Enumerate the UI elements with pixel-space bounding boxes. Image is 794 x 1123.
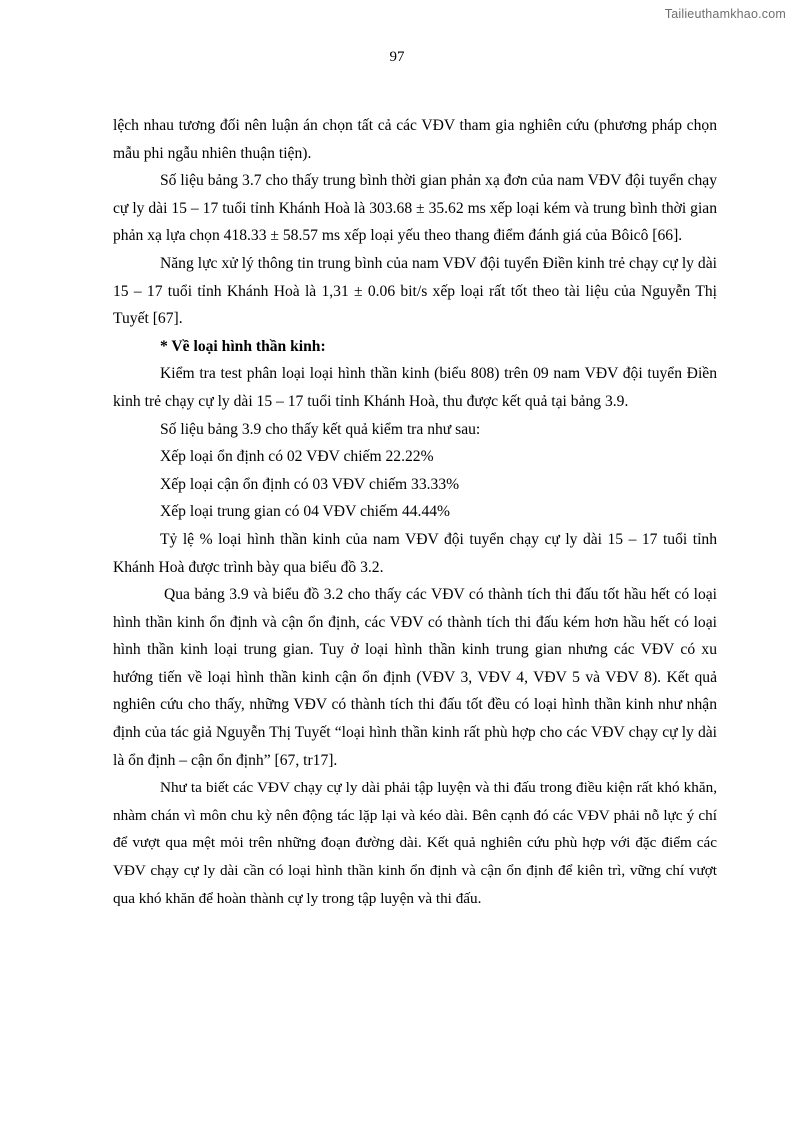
list-item: Xếp loại cận ổn định có 03 VĐV chiếm 33.33% [160, 475, 460, 493]
paragraph-chart-reference: Tỷ lệ % loại hình thần kinh của nam VĐV đội tuyển chạy cự ly dài 15 – 17 tuổi tỉnh Khánh Hoà được trình bày qua biểu đồ 3.2. [113, 530, 717, 576]
paragraph-conclusion: Như ta biết các VĐV chạy cự ly dài phải tập luyện và thi đấu trong điều kiện rất khó khăn, nhàm chán vì môn chu kỳ nên động tác lặp lại và kéo dài. Bên cạnh đó các VĐV phải nỗ lực ý chí để vượt qua mệt mỏi trên những đoạn đường dài. Kết quả nghiên cứu phù hợp với đặc điểm các VĐV chạy cự ly dài cần có loại hình thần kinh ổn định và cận ổn định để kiên trì, vững chí vượt qua khó khăn để hoàn thành cự ly trong tập luyện và thi đấu. [113, 779, 717, 907]
page-number: 97 [389, 49, 405, 65]
watermark: Tailieuthamkhao.com [664, 7, 786, 21]
paragraph-information-processing: Năng lực xử lý thông tin trung bình của nam VĐV đội tuyển Điền kinh trẻ chạy cự ly dài 15 – 17 tuổi tỉnh Khánh Hoà là 1,31 ± 0.06 bit/s xếp loại rất tốt theo tài liệu của Nguyễn Thị Tuyết [67]. [113, 254, 717, 328]
document-body [113, 112, 717, 912]
paragraph-analysis: Qua bảng 3.9 và biểu đồ 3.2 cho thấy các VĐV có thành tích thi đấu tốt hầu hết có loại hình thần kinh ổn định và cận ổn định, các VĐV có thành tích thi đấu kém hơn hầu hết có loại hình thần kinh loại trung gian. Tuy ở loại hình thần kinh trung gian nhưng các VĐV có xu hướng tiến về loại hình thần kinh cận ổn định (VĐV 3, VĐV 4, VĐV 5 và VĐV 8). Kết quả nghiên cứu cho thấy, những VĐV có thành tích thi đấu tốt đều có loại hình thần kinh như nhận định của tác giả Nguyễn Thị Tuyết “loại hình thần kinh rất phù hợp cho các VĐV chạy cự ly dài là ổn định – cận ổn định” [67, tr17]. [113, 586, 717, 769]
paragraph-results-intro: Số liệu bảng 3.9 cho thấy kết quả kiểm tra như sau: [160, 420, 481, 438]
paragraph-reaction-time: Số liệu bảng 3.7 cho thấy trung bình thời gian phản xạ đơn của nam VĐV đội tuyển chạy cự ly dài 15 – 17 tuổi tỉnh Khánh Hoà là 303.68 ± 35.62 ms xếp loại kém và trung bình thời gian phản xạ lựa chọn 418.33 ± 58.57 ms xếp loại yếu theo thang điểm đánh giá của Bôicô [66]. [113, 172, 717, 245]
paragraph-continuation: lệch nhau tương đối nên luận án chọn tất cả các VĐV tham gia nghiên cứu (phương pháp chọn mẫu phi ngẫu nhiên thuận tiện). [113, 117, 717, 162]
list-item: Xếp loại trung gian có 04 VĐV chiếm 44.44% [160, 503, 451, 521]
list-item: Xếp loại ổn định có 02 VĐV chiếm 22.22% [160, 448, 434, 466]
section-heading-nervous-type: * Về loại hình thần kinh: [160, 337, 326, 355]
paragraph-test-description: Kiểm tra test phân loại loại hình thần kinh (biểu 808) trên 09 nam VĐV đội tuyển Điền kinh trẻ chạy cự ly dài 15 – 17 tuổi tỉnh Khánh Hoà, thu được kết quả tại bảng 3.9. [113, 365, 717, 410]
